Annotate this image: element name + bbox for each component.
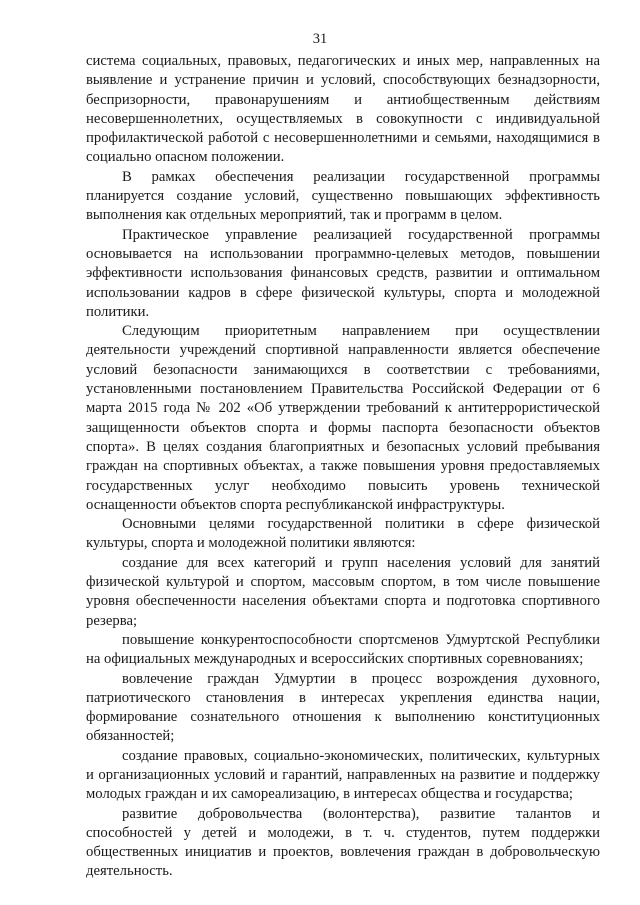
paragraph-program-conditions: В рамках обеспечения реализации государственной программы планируется создание условий, существенно повышающих эффективность выполнения как отдельных мероприятий, так и программ в целом. <box>86 168 600 224</box>
document-body <box>86 52 600 882</box>
paragraph-prevention-definition: система социальных, правовых, педагогических и иных мер, направленных на выявление и устранение причин и условий, способствующих безнадзорности, беспризорности, правонарушениям и антиобщественным действиям несовершеннолетних, осуществляемых в совокупности с индивидуальной профилактической работой с несовершеннолетними и семьями, находящимися в социально опасном положении. <box>86 53 600 166</box>
list-item-goal-patriotic-engagement: вовлечение граждан Удмуртии в процесс возрождения духовного, патриотического становления в интересах укрепления единства нации, формирование сознательного отношения к выполнению конституционных обязанностей; <box>86 670 600 745</box>
page-number: 31 <box>312 31 328 47</box>
list-item-goal-competitiveness: повышение конкурентоспособности спортсменов Удмуртской Республики на официальных международных и всероссийских спортивных соревнованиях; <box>86 631 600 668</box>
list-item-goal-volunteering: развитие добровольчества (волонтерства), развитие талантов и способностей у детей и молодежи, в т. ч. студентов, путем поддержки общественных инициатив и проектов, вовлечения граждан в добровольческую деятельность. <box>86 805 600 880</box>
paragraph-policy-goals-intro: Основными целями государственной политики в сфере физической культуры, спорта и молодежной политики являются: <box>86 516 600 552</box>
paragraph-program-management: Практическое управление реализацией государственной программы основывается на использовании программно-целевых методов, повышении эффективности использования финансовых средств, развитии и оптимальном использовании кадров в сфере физической культуры, спорта и молодежной политики. <box>86 226 600 320</box>
paragraph-safety-priority: Следующим приоритетным направлением при осуществлении деятельности учреждений спортивной направленности является обеспечение условий безопасности занимающихся в соответствии с требованиями, установленными постановлением Правительства Российской Федерации от 6 марта 2015 года № 202 «Об утверждении требований к антитеррористической защищенности объектов спорта и формы паспорта безопасности объектов спорта». В целях создания благоприятных и безопасных условий пребывания граждан на спортивных объектах, а также повышения уровня предоставляемых государственных услуг необходимо повысить уровень технической оснащенности объектов спорта республиканской инфраструктуры. <box>86 323 600 513</box>
list-item-goal-sport-conditions: создание для всех категорий и групп населения условий для занятий физической культурой и спортом, массовым спортом, в том числе повышение уровня обеспеченности населения объектами спорта и подготовка спортивного резерва; <box>86 554 600 629</box>
list-item-goal-youth-support: создание правовых, социально-экономических, политических, культурных и организационных условий и гарантий, направленных на развитие и поддержку молодых граждан и их самореализацию, в интересах общества и государства; <box>86 747 600 803</box>
